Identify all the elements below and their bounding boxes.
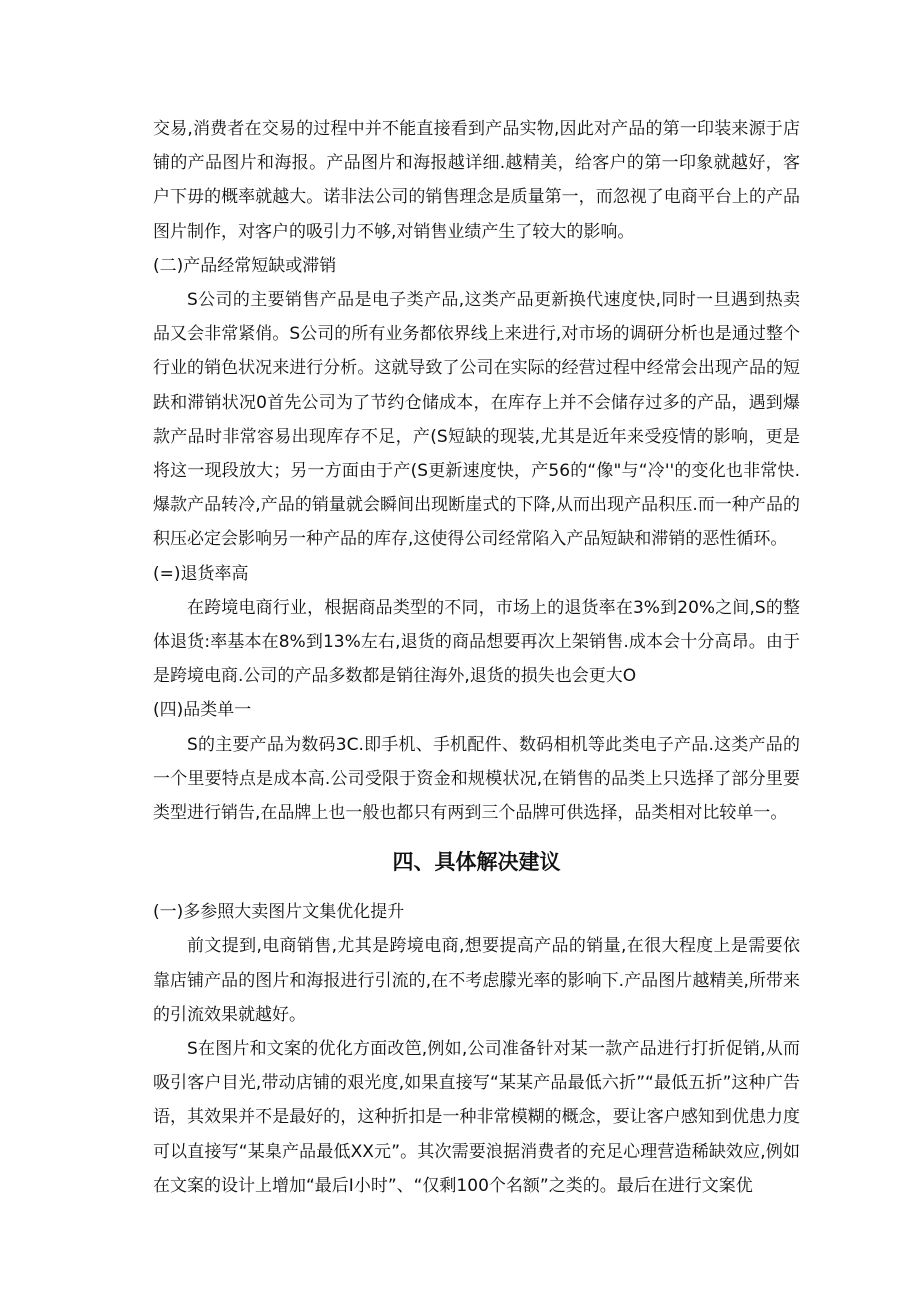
subheading-product-shortage: (二)产品经常短缺或滞销 [153, 255, 337, 276]
subheading-single-category: (四)品类单一 [153, 700, 252, 721]
body-paragraph-2: S公司的主要销售产品是电子类产品,这类产品更新换代速度快,同时一旦遇到热卖品又会非常紧俏。S公司的所有业务都依界线上来进行,对市场的调研分析也是通过整个行业的销色状况来进行分析。这就导致了公司在实际的经营过程中经常会出现产品的短趺和滞销状况0首先公司为了节约仓储成本，在库存上并不会储存过多的产品，遇到爆款产品时非常容易出现库存不足，产(S短缺的现装,尤其是近年来受疫情的影响，更是将这一现段放大；另一方面由于产(S更新速度快，产56的“像"与“冷''的变化也非常快.爆款产品转冷,产品的销量就会瞬间出现断崖式的下降,从而出现产品积压.而一种产品的积压必定会影响另一种产品的库存,这使得公司经常陷入产品短缺和滞销的恶性循环。 [153, 290, 800, 550]
body-paragraph-3: 在跨境电商行业，根据商品类型的不同，市场上的退货率在3%到20%之间,S的整体退货:率基本在8%到13%左右,退货的商品想要再次上架销售.成本会十分高昂。由于是跨境电商.公司的产品多数都是销往海外,退货的损失也会更大O [153, 597, 800, 687]
body-paragraph-5: 前文提到,电商销售,尤其是跨境电商,想要提高产品的销量,在很大程度上是需要依靠店铺产品的图片和海报进行引流的,在不考虑朦光率的影响下.产品图片越精美,所带来的引流效果就越好。 [153, 936, 800, 1025]
body-paragraph-1: 交易,消费者在交易的过程中并不能直接看到产品实物,因此对产品的第一印装来源于店铺的产品图片和海报。产品图片和海报越详细.越精美，给客户的第一印象就越好，客户下毋的概率就越大。诺非法公司的销售理念是质量第一，而忽视了电商平台上的产品图片制作，对客户的吸引力不够,对销售业绩产生了较大的影响。 [153, 119, 800, 242]
section-title: 四、具体解决建议 [392, 850, 561, 875]
document-page [153, 112, 800, 1203]
subheading-image-optimization: (一)多参照大卖图片文集优化提升 [153, 902, 405, 923]
body-paragraph-6: S在图片和文案的优化方面改笆,例如,公司准备针对某一款产品进行打折促销,从而吸引客户目光,带动店铺的艰光度,如果直接写“某某产品最低六折”“最低五折”这种广告语，其效果并不是最好的，这种折扣是一种非常模糊的概念，要让客户感知到优患力度可以直接写“某臬产品最低XX元”。其次需要浪据消费者的充足心理营造稀缺效应,例如在文案的设计上增加“最后I小时”、“仅剩100个名额”之类的。最后在进行文案优 [153, 1039, 800, 1196]
body-paragraph-4: S的主要产品为数码3C.即手机、手机配件、数码相机等此类电子产品.这类产品的一个里要特点是成本高.公司受限于资金和规模状况,在销售的品类上只选择了部分里要类型进行销告,在品牌上也一般也都只有两到三个品牌可供选择，品类相对比较单一。 [153, 734, 800, 824]
subheading-return-rate: (=)退货率高 [153, 563, 249, 584]
